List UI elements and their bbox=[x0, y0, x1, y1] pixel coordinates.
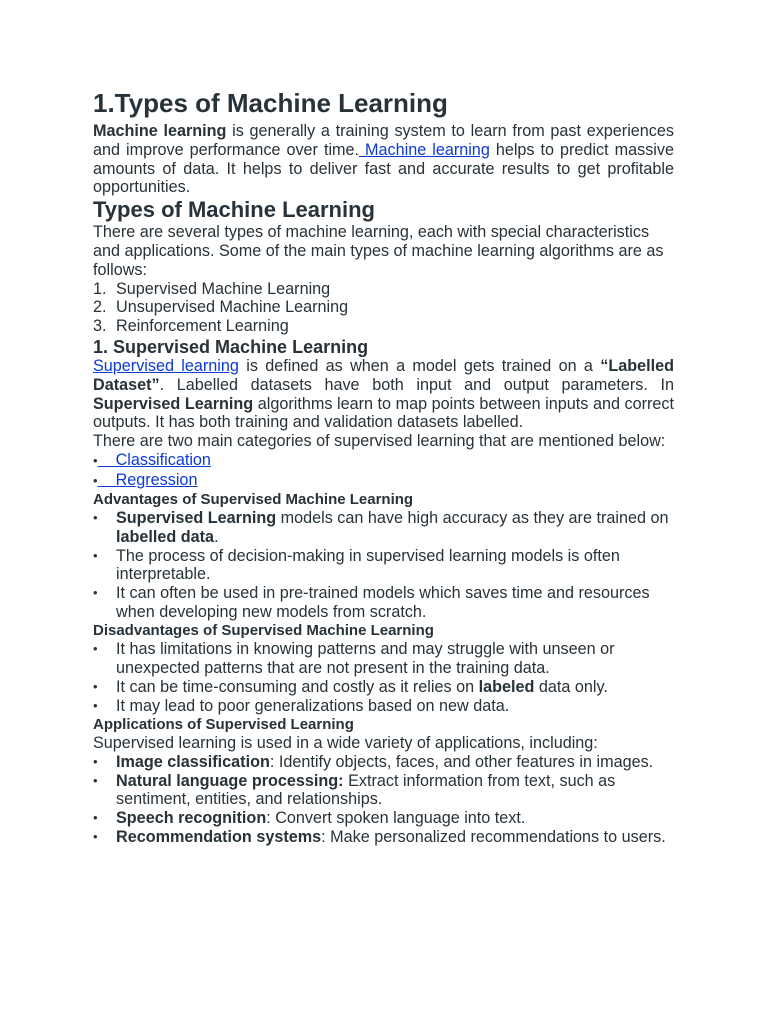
bullet-icon: • bbox=[93, 641, 98, 657]
intro-text-1: is generally a training system to learn from past experiences and improve performance over time. bbox=[93, 122, 674, 159]
list-item bbox=[93, 471, 674, 491]
list-item: • Natural language processing: Extract information from text, such as sentiment, entities, and relationships. bbox=[93, 771, 616, 809]
list-item: • It may lead to poor generalizations based on new data. bbox=[93, 696, 510, 715]
types-heading: Types of Machine Learning bbox=[93, 197, 375, 223]
document-page bbox=[93, 86, 674, 847]
list-item: • The process of decision-making in supervised learning models is often interpretable. bbox=[93, 546, 620, 584]
supervised-text-2: . Labelled datasets have both input and output parameters. In bbox=[159, 375, 674, 394]
page-title: 1.Types of Machine Learning bbox=[93, 88, 448, 118]
intro-text-2: helps to predict massive amounts of data. It helps to deliver fast and accurate results to get profitable opportunities. bbox=[93, 140, 674, 197]
advantages-list bbox=[93, 509, 674, 622]
supervised-paragraph bbox=[93, 357, 674, 432]
list-item: • Recommendation systems: Make personalized recommendations to users. bbox=[93, 828, 666, 846]
list-item: • Supervised Learning models can have high accuracy as they are trained on labelled data. bbox=[93, 509, 669, 546]
list-item-label: Supervised Machine Learning bbox=[116, 279, 331, 298]
list-item-label: Reinforcement Learning bbox=[116, 317, 289, 336]
intro-bold-term: Machine learning bbox=[93, 122, 227, 140]
list-item: • Image classification: Identify objects, faces, and other features in images. bbox=[93, 752, 654, 771]
bullet-icon: • bbox=[93, 772, 98, 788]
labelled-dataset-term: “Labelled Dataset” bbox=[93, 356, 674, 394]
supervised-text-1: is defined as when a model gets trained on a bbox=[238, 356, 601, 375]
disadvantages-list bbox=[93, 640, 674, 715]
bullet-icon: • bbox=[93, 510, 98, 526]
types-paragraph: There are several types of machine learning, each with special characteristics and applications. Some of the main types of machine learning algorithms are as follows: bbox=[93, 223, 664, 279]
list-item bbox=[93, 451, 674, 471]
advantages-heading: Advantages of Supervised Machine Learning bbox=[93, 490, 414, 508]
list-number: 2. bbox=[93, 298, 107, 317]
bullet-icon: • bbox=[93, 547, 98, 563]
categories-intro: There are two main categories of supervised learning that are mentioned below: bbox=[93, 432, 666, 451]
disadvantages-heading: Disadvantages of Supervised Machine Learning bbox=[93, 621, 434, 639]
list-item bbox=[93, 298, 674, 317]
intro-paragraph bbox=[93, 122, 674, 197]
supervised-learning-link[interactable]: Supervised learning bbox=[93, 356, 239, 375]
supervised-text-3: algorithms learn to map points between inputs and correct outputs. It has both training and validation datasets labelled. bbox=[93, 394, 674, 432]
list-item-label: Unsupervised Machine Learning bbox=[116, 298, 349, 317]
applications-intro: Supervised learning is used in a wide variety of applications, including: bbox=[93, 734, 598, 753]
list-item bbox=[93, 317, 674, 336]
applications-heading: Applications of Supervised Learning bbox=[93, 715, 354, 733]
list-item: • Speech recognition: Convert spoken language into text. bbox=[93, 809, 526, 828]
list-item bbox=[93, 280, 674, 299]
supervised-bold-term: Supervised Learning bbox=[93, 394, 254, 413]
bullet-icon: • bbox=[93, 753, 98, 769]
bullet-icon: • bbox=[93, 452, 98, 468]
list-number: 1. bbox=[93, 279, 107, 298]
bullet-icon: • bbox=[93, 472, 98, 488]
bullet-icon: • bbox=[93, 697, 98, 713]
list-item: • It has limitations in knowing patterns and may struggle with unseen or unexpected patterns that are not present in the training data. bbox=[93, 640, 615, 678]
machine-learning-link[interactable]: Machine learning bbox=[359, 140, 490, 159]
regression-link[interactable]: Regression bbox=[115, 470, 198, 489]
supervised-heading: 1. Supervised Machine Learning bbox=[93, 336, 369, 357]
list-item: • It can be time-consuming and costly as it relies on labeled data only. bbox=[93, 677, 608, 696]
categories-list bbox=[93, 451, 674, 491]
classification-link[interactable]: Classification bbox=[115, 450, 211, 469]
bullet-icon: • bbox=[93, 810, 98, 826]
bullet-icon: • bbox=[93, 678, 98, 694]
list-item: • It can often be used in pre-trained models which saves time and resources when developing new models from scratch. bbox=[93, 584, 650, 622]
types-list bbox=[93, 280, 674, 336]
bullet-icon: • bbox=[93, 829, 98, 844]
list-number: 3. bbox=[93, 317, 107, 336]
applications-list bbox=[93, 753, 674, 847]
bullet-icon: • bbox=[93, 585, 98, 601]
